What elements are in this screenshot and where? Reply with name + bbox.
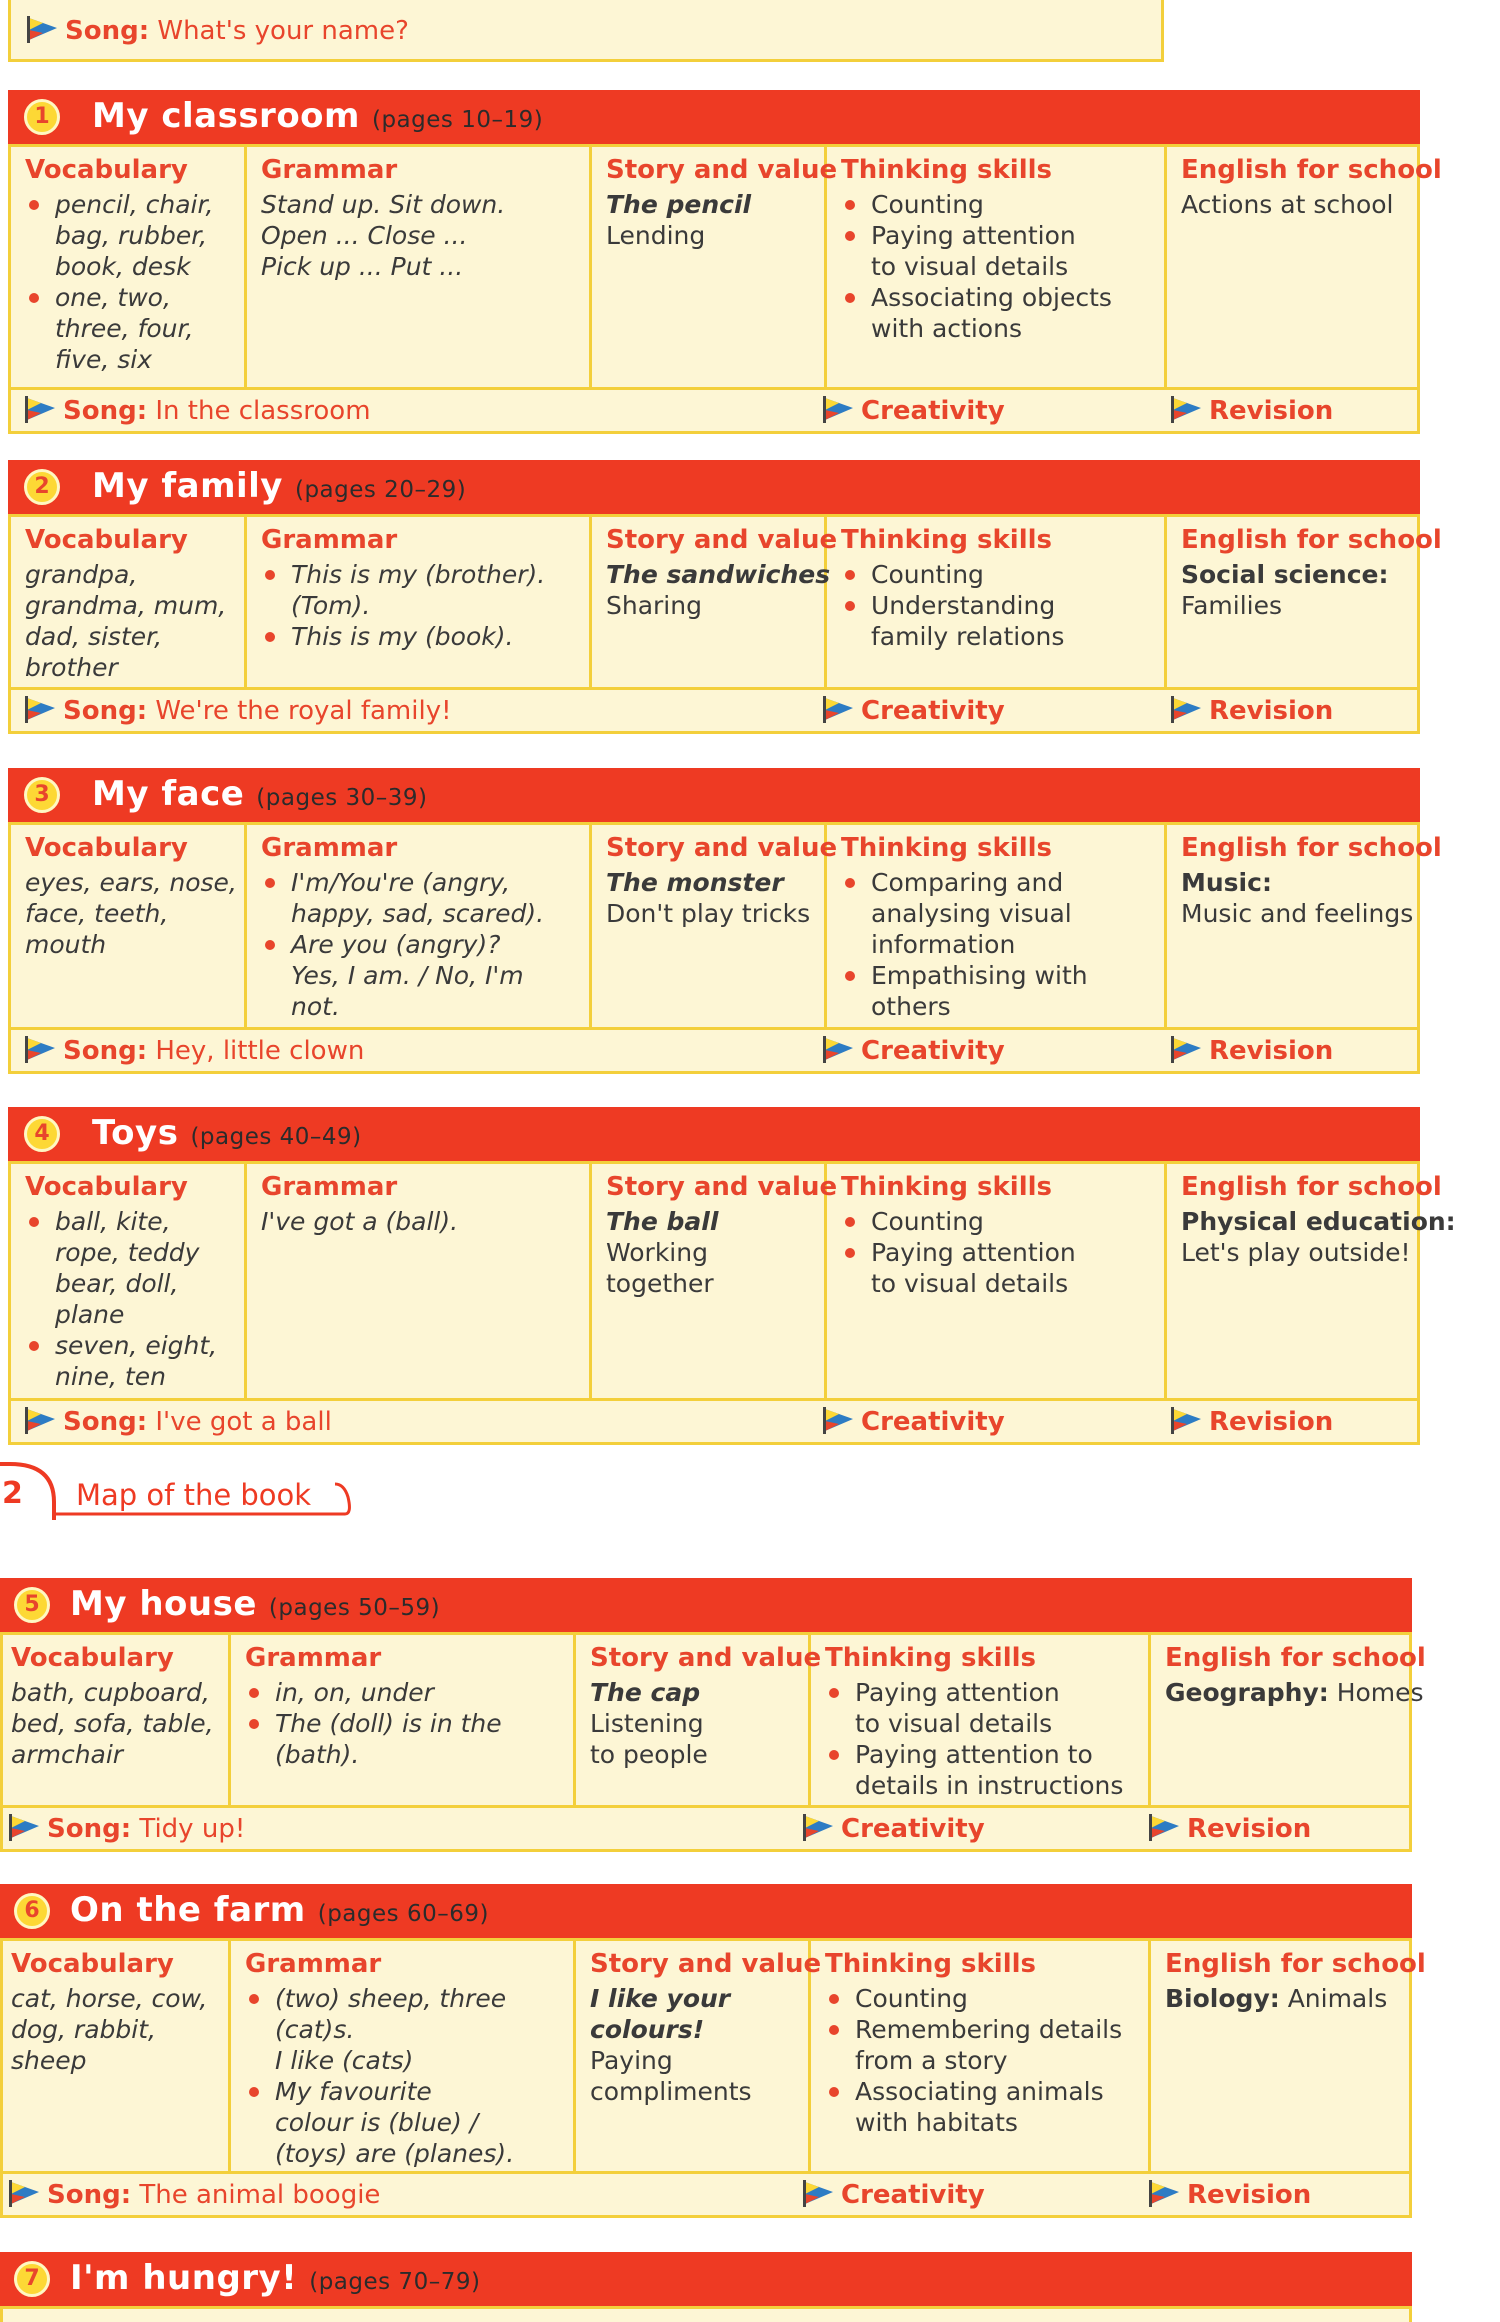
grammar-col: Grammar Stand up. Sit down. Open ... Close ... Pick up ... Put ...	[247, 147, 592, 387]
flag-icon	[25, 394, 57, 424]
flag-icon	[803, 2178, 835, 2208]
unit-7	[0, 2252, 1412, 2322]
unit-number-badge: 7	[14, 2261, 50, 2297]
creativity-label: Creativity	[803, 2178, 985, 2210]
unit-title: Toys (pages 40–49)	[92, 1113, 362, 1153]
story-col: Story and value The ball Working together	[592, 1164, 827, 1398]
unit-3	[8, 768, 1442, 1080]
school-col: English for school Actions at school	[1181, 155, 1442, 219]
song-line: Song: The animal boogie	[9, 2178, 380, 2210]
grammar-col: Grammar (two) sheep, three (cat)s. I like (cats) My favourite colour is (blue) / (toys) are (planes).	[231, 1941, 576, 2171]
unit-title: My face (pages 30–39)	[92, 774, 428, 814]
unit-footer	[8, 690, 1420, 734]
page-marker	[0, 1462, 360, 1520]
unit-6	[0, 1884, 1426, 2224]
unit-header	[0, 2252, 1412, 2306]
vocabulary-col: Vocabulary pencil, chair, bag, rubber, book, desk one, two, three, four, five, six	[11, 147, 247, 387]
creativity-label: Creativity	[823, 694, 1005, 726]
unit-body	[0, 2306, 1412, 2322]
story-col: Story and value I like your colours! Paying compliments	[576, 1941, 811, 2171]
thinking-col: Thinking skills Comparing and analysing visual information Empathising with others	[827, 825, 1167, 1027]
revision-label: Revision	[1171, 694, 1333, 726]
vocabulary-col: Vocabulary grandpa, grandma, mum, dad, sister, brother	[11, 517, 247, 687]
unit-1	[8, 90, 1442, 430]
flag-icon	[1171, 394, 1203, 424]
unit-header	[8, 90, 1420, 144]
story-col: Story and value The cap Listening to people	[576, 1635, 811, 1805]
unit-header	[8, 460, 1420, 514]
page-number: 2	[2, 1476, 23, 1511]
flag-icon	[1149, 2178, 1181, 2208]
unit-body	[8, 144, 1442, 390]
unit-body	[8, 514, 1442, 690]
school-col: English for school Music: Music and feelings	[1181, 833, 1442, 928]
school-col: English for school Biology: Animals	[1165, 1949, 1426, 2013]
flag-icon	[823, 694, 855, 724]
vocabulary-col: Vocabulary cat, horse, cow, dog, rabbit, sheep	[3, 1941, 231, 2171]
unit-footer	[0, 2174, 1412, 2218]
school-col: English for school Social science: Families	[1181, 525, 1442, 620]
unit-number-badge: 6	[14, 1893, 50, 1929]
creativity-label: Creativity	[803, 1812, 985, 1844]
revision-label: Revision	[1171, 1405, 1333, 1437]
thinking-col: Thinking skills Paying attention to visual details Paying attention to details in instructions	[811, 1635, 1151, 1805]
flag-icon	[9, 1812, 41, 1842]
vocabulary-col: Vocabulary ball, kite, rope, teddy bear, doll, plane seven, eight, nine, ten	[11, 1164, 247, 1398]
song-line: Song: We're the royal family!	[25, 694, 452, 726]
unit-header	[0, 1884, 1412, 1938]
revision-label: Revision	[1171, 1034, 1333, 1066]
flag-icon	[25, 1405, 57, 1435]
unit-title: I'm hungry! (pages 70–79)	[70, 2258, 481, 2298]
flag-icon	[1171, 694, 1203, 724]
unit-number-badge: 1	[24, 99, 60, 135]
unit-footer	[8, 1030, 1420, 1074]
thinking-col: Thinking skills Counting Paying attention to visual details Associating objects with actions	[827, 147, 1167, 387]
creativity-label: Creativity	[823, 1034, 1005, 1066]
vocabulary-col: Vocabulary bath, cupboard, bed, sofa, table, armchair	[3, 1635, 231, 1805]
grammar-col: Grammar This is my (brother). (Tom). This is my (book).	[247, 517, 592, 687]
grammar-col: Grammar I've got a (ball).	[247, 1164, 592, 1398]
thinking-col: Thinking skills Counting Remembering details from a story Associating animals with habitats	[811, 1941, 1151, 2171]
flag-icon	[25, 694, 57, 724]
page-section-title: Map of the book	[76, 1478, 312, 1512]
unit-header	[0, 1578, 1412, 1632]
flag-icon	[27, 14, 59, 44]
unit-body	[8, 1161, 1456, 1401]
unit-2	[8, 460, 1442, 740]
flag-icon	[1171, 1405, 1203, 1435]
school-col: English for school Physical education: Let's play outside!	[1181, 1172, 1456, 1267]
flag-icon	[25, 1034, 57, 1064]
unit-title: On the farm (pages 60–69)	[70, 1890, 489, 1930]
unit-number-badge: 4	[24, 1116, 60, 1152]
revision-label: Revision	[1149, 2178, 1311, 2210]
school-col: English for school Geography: Homes	[1165, 1643, 1426, 1707]
flag-icon	[823, 1405, 855, 1435]
creativity-label: Creativity	[823, 394, 1005, 426]
flag-icon	[803, 1812, 835, 1842]
revision-label: Revision	[1171, 394, 1333, 426]
story-col: Story and value The monster Don't play tricks	[592, 825, 827, 1027]
song-line: Song: In the classroom	[25, 394, 371, 426]
unit-number-badge: 2	[24, 469, 60, 505]
vocabulary-col: Vocabulary eyes, ears, nose, face, teeth, mouth	[11, 825, 247, 1027]
flag-icon	[823, 394, 855, 424]
unit-header	[8, 768, 1420, 822]
story-col: Story and value The pencil Lending	[592, 147, 827, 387]
flag-icon	[9, 2178, 41, 2208]
unit-number-badge: 5	[14, 1587, 50, 1623]
song-line: Song: I've got a ball	[25, 1405, 332, 1437]
unit-body	[0, 1632, 1426, 1808]
song-line: Song: Tidy up!	[9, 1812, 245, 1844]
grammar-col: Grammar in, on, under The (doll) is in the (bath).	[231, 1635, 576, 1805]
grammar-col: Grammar I'm/You're (angry, happy, sad, scared). Are you (angry)? Yes, I am. / No, I'm not.	[247, 825, 592, 1027]
unit-footer	[0, 1808, 1412, 1852]
creativity-label: Creativity	[823, 1405, 1005, 1437]
thinking-col: Thinking skills Counting Paying attention to visual details	[827, 1164, 1167, 1398]
prev-unit-footer	[8, 0, 1164, 62]
flag-icon	[823, 1034, 855, 1064]
story-col: Story and value The sandwiches Sharing	[592, 517, 827, 687]
unit-header	[8, 1107, 1420, 1161]
unit-4	[8, 1107, 1456, 1452]
unit-body	[0, 1938, 1426, 2174]
thinking-col: Thinking skills Counting Understanding family relations	[827, 517, 1167, 687]
revision-label: Revision	[1149, 1812, 1311, 1844]
flag-icon	[1171, 1034, 1203, 1064]
unit-title: My house (pages 50–59)	[70, 1584, 441, 1624]
flag-icon	[1149, 1812, 1181, 1842]
unit-body	[8, 822, 1442, 1030]
unit-title: My classroom (pages 10–19)	[92, 96, 544, 136]
song-line: Song: What's your name?	[27, 14, 409, 46]
song-line: Song: Hey, little clown	[25, 1034, 364, 1066]
unit-number-badge: 3	[24, 777, 60, 813]
unit-title: My family (pages 20–29)	[92, 466, 467, 506]
unit-footer	[8, 1401, 1420, 1445]
unit-footer	[8, 390, 1420, 434]
unit-5	[0, 1578, 1426, 1858]
